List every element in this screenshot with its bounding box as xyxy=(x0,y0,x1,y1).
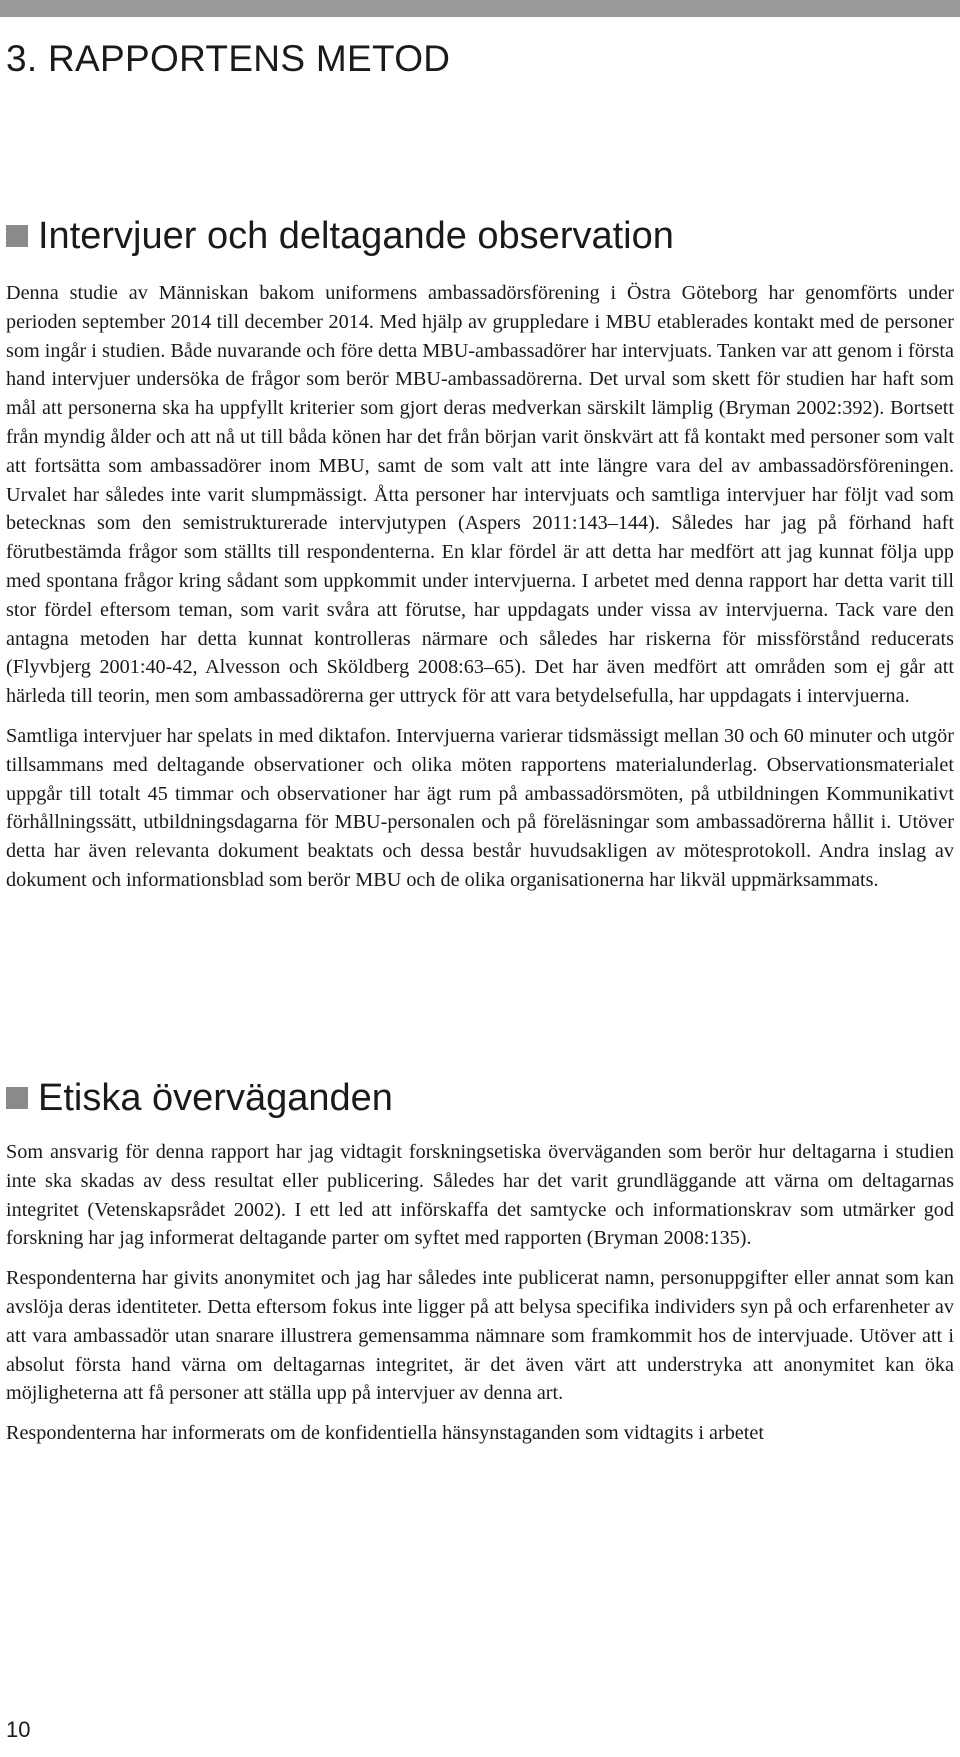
paragraph: Denna studie av Människan bakom uniformens ambassadörsförening i Östra Göteborg har genomförts under perioden september 2014 till december 2014. Med hjälp av gruppledare i MBU etablerades kontakt med de personer som ingår i studien. Både nuvarande och före detta MBU-ambassadörer har intervjuats. Tanken var att genom i första hand intervjuer undersöka de frågor som berör MBU-ambassadörerna. Det urval som skett för studien har haft som mål att personerna ska ha uppfyllt kriterier som gjort deras medverkan särskilt lämplig (Bryman 2002:392). Bortsett från myndig ålder och att nå ut till båda könen har det från början varit önskvärt att få kontakt med personer som valt att fortsätta som ambassadörer inom MBU, samt de som valt att inte längre vara del av ambassadörsföreningen. Urvalet har således inte varit slumpmässigt. Åtta personer har intervjuats och samtliga intervjuer har följt vad som betecknas som den semistrukturerade intervjutypen (Aspers 2011:143–144). Således har jag på förhand haft förutbestämda frågor som ställts till respondenterna. En klar fördel är att detta har medfört att jag kunnat följa upp med spontana frågor kring sådant som uppkommit under intervjuerna. I arbetet med denna rapport har detta varit till stor fördel eftersom teman, som varit svåra att förutse, har uppdagats under vissa av intervjuerna. Tack vare den antagna metoden har detta kunnat kontrolleras närmare och således har riskerna för missförstånd reducerats (Flyvbjerg 2001:40-42, Alvesson och Sköldberg 2008:63–65). Det har även medfört att områden som ej går att härleda till teorin, men som ambassadörerna ger uttryck för att vara betydelsefulla, har uppdagats i intervjuerna. xyxy=(6,282,954,708)
section-heading xyxy=(6,1074,954,1122)
chapter-title: 3. RAPPORTENS METOD xyxy=(6,38,451,79)
section-heading-text: Etiska överväganden xyxy=(38,1077,393,1119)
header-bar xyxy=(0,0,960,17)
paragraph: Respondenterna har informerats om de konfidentiella hänsynstaganden som vidtagits i arbetet xyxy=(6,1422,764,1445)
paragraph: Samtliga intervjuer har spelats in med diktafon. Intervjuerna varierar tidsmässigt mellan 30 och 60 minuter och utgör tillsammans med deltagande observationer och olika möten rapportens materialunderlag. Observationsmaterialet uppgår till totalt 45 timmar och observationer har ägt rum på ambassadörsmöten, på utbildningen Kommunikativt förhållningssätt, utbildningsdagarna för MBU-personalen och på föreläsningar som ambassadörerna hållit i. Utöver detta har även relevanta dokument beaktats och dessa består huvudsakligen av mötesprotokoll. Andra inslag av dokument och informationsblad som berör MBU och de olika organisationerna har likväl uppmärksammats. xyxy=(6,724,954,891)
paragraph: Respondenterna har givits anonymitet och jag har således inte publicerat namn, personuppgifter eller annat som kan avslöja deras identiteter. Detta eftersom fokus inte ligger på att belysa specifika individers syn på och erfarenheter av att vara ambassadör utan snarare illustrera gemensamma nämnare som framkommit hos de intervjuade. Utöver att i absolut första hand värna om deltagarnas integritet, är det även värt att understryka att anonymitet kan öka möjligheterna att få personer att ställa upp på intervjuer av denna art. xyxy=(6,1267,954,1405)
square-bullet-icon xyxy=(6,1087,28,1109)
section-ethics xyxy=(6,1074,954,1448)
section-interviews xyxy=(6,212,954,895)
paragraph: Som ansvarig för denna rapport har jag vidtagit forskningsetiska överväganden som berör hur deltagarna i studien inte ska skadas av dess resultat eller publicering. Således har det varit grundläggande att värna om deltagarnas integritet (Vetenskapsrådet 2002). I ett led att införskaffa det samtycke och informationskrav som utmärker god forskning har jag informerat deltagande parter om syftet med rapporten (Bryman 2008:135). xyxy=(6,1141,954,1250)
section-heading xyxy=(6,212,954,260)
square-bullet-icon xyxy=(6,225,28,247)
page-number: 10 xyxy=(6,1717,31,1742)
section-heading-text: Intervjuer och deltagande observation xyxy=(38,215,674,257)
